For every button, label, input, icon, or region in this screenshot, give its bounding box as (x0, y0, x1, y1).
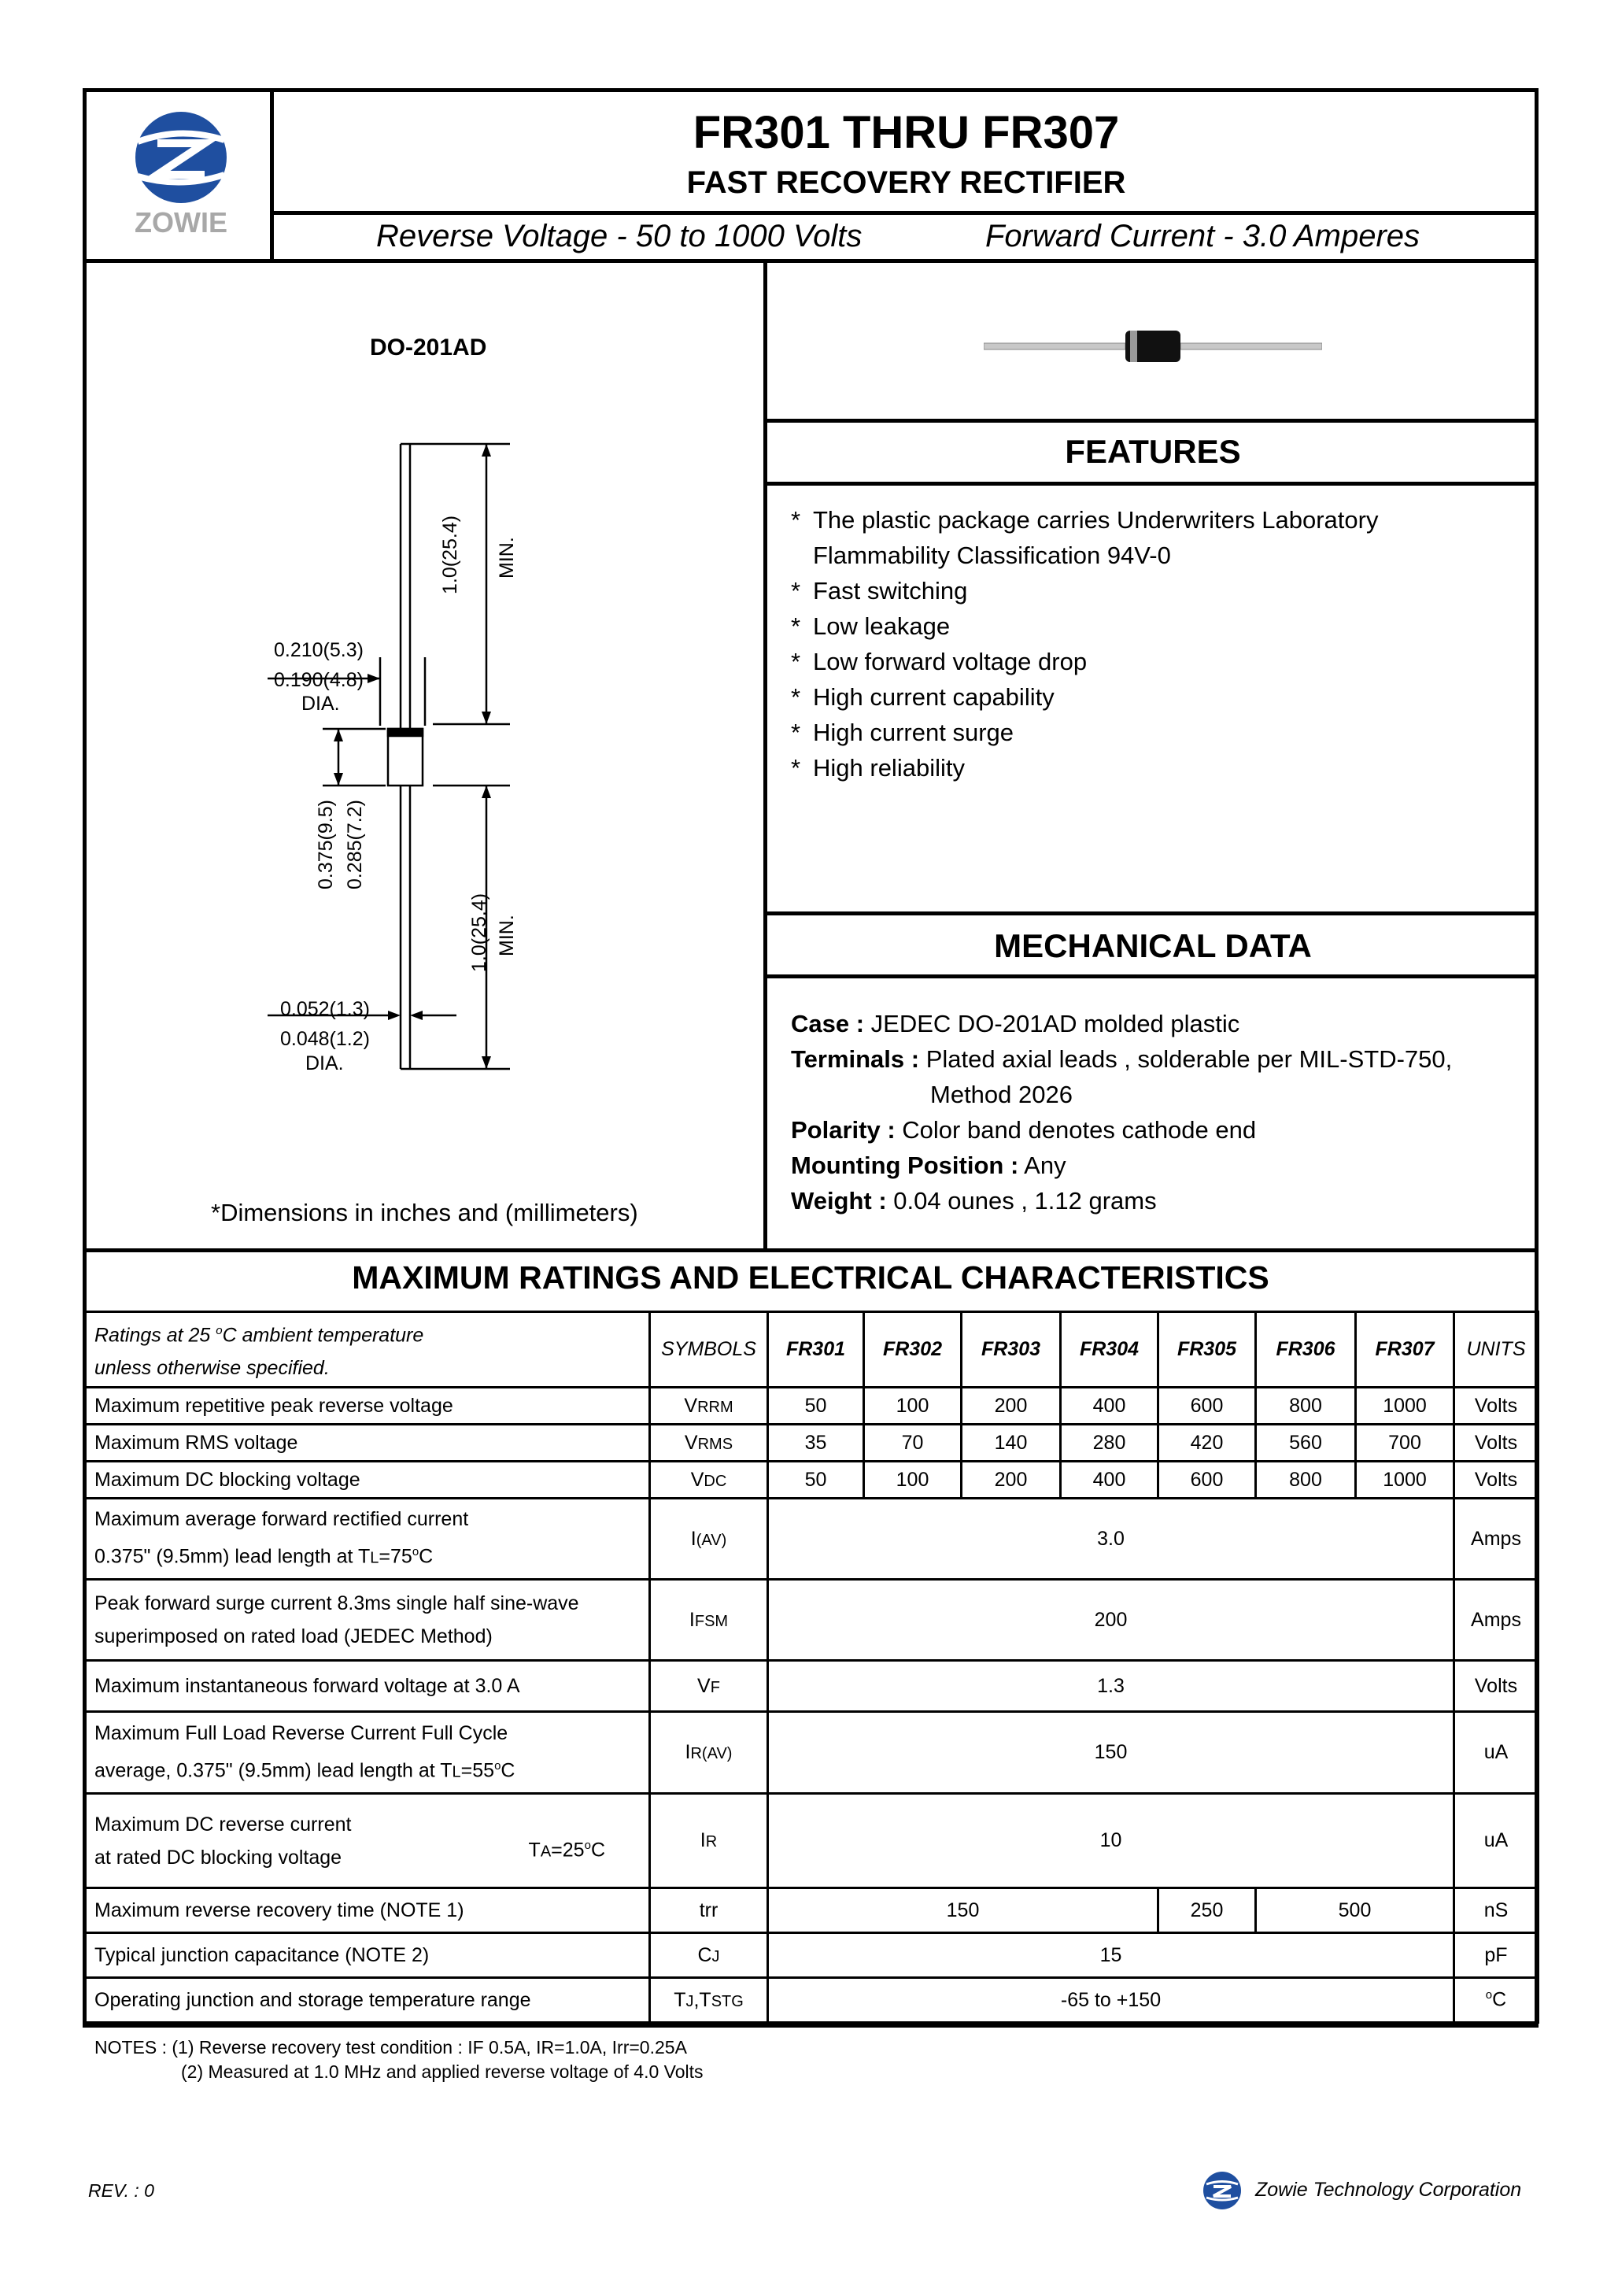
dim-body-dia-2: 0.190(4.8) (274, 669, 364, 691)
row-value: 560 (1256, 1425, 1356, 1462)
features-heading: FEATURES (1065, 433, 1241, 470)
col-units: UNITS (1454, 1312, 1539, 1388)
row-value: 1.3 (768, 1661, 1454, 1712)
table-row (86, 1425, 1539, 1462)
row-value: 35 (768, 1425, 864, 1462)
row-value: 200 (962, 1388, 1061, 1425)
row-param: Maximum average forward rectified current 0.375" (9.5mm) lead length at $TL=75^oC$ (86, 1499, 650, 1580)
row-param: Maximum DC reverse current at rated DC blocking voltage $TA=25^oC$ (86, 1794, 650, 1888)
note-2: (2) Measured at 1.0 MHz and applied reverse voltage of 4.0 Volts (181, 2061, 704, 2082)
dim-body-dia-3: DIA. (301, 693, 340, 715)
row-value: 800 (1256, 1388, 1356, 1425)
mech-polarity: Polarity : Color band denotes cathode end (791, 1116, 1257, 1144)
photo-divider (763, 419, 1539, 423)
list-item: * Fast switching (791, 577, 968, 605)
row-param: Maximum instantaneous forward voltage at 3.0 A (86, 1661, 650, 1712)
row-symbol: VRRM (650, 1388, 768, 1425)
row-unit: Volts (1454, 1425, 1539, 1462)
row-symbol: IFSM (650, 1580, 768, 1661)
row-unit: Amps (1454, 1580, 1539, 1661)
table-row (86, 1499, 1539, 1580)
row-symbol: VF (650, 1661, 768, 1712)
row-symbol: VDC (650, 1462, 768, 1499)
package-outline-drawing (236, 425, 535, 1086)
row-value: 600 (1158, 1462, 1256, 1499)
list-item: * High current surge (791, 719, 1014, 746)
mechanical-data (791, 1006, 1531, 1218)
dim-min-bottom: MIN. (496, 915, 518, 956)
row-value: 200 (768, 1580, 1454, 1661)
table-header-row (86, 1312, 1539, 1388)
mech-terminals: Terminals : Plated axial leads , solderable per MIL-STD-750, (791, 1045, 1453, 1073)
diode-photo (984, 327, 1322, 366)
row-symbol: IR (650, 1794, 768, 1888)
page-title: FR301 THRU FR307 (693, 107, 1120, 158)
dim-lead-dia-3: DIA. (305, 1052, 344, 1074)
reverse-voltage-spec: Reverse Voltage - 50 to 1000 Volts (376, 219, 863, 253)
list-item: * Low leakage (791, 612, 951, 640)
row-value: 150 (768, 1888, 1158, 1933)
list-item: * High current capability (791, 683, 1055, 711)
row-value: 15 (768, 1933, 1454, 1978)
table-row (86, 1978, 1539, 2023)
dim-min-top: MIN. (496, 537, 518, 579)
forward-current-spec: Forward Current - 3.0 Amperes (985, 219, 1420, 253)
row-value: 280 (1061, 1425, 1158, 1462)
col-part: FR305 (1158, 1312, 1256, 1388)
row-value: 420 (1158, 1425, 1256, 1462)
row-value: 600 (1158, 1388, 1256, 1425)
company-logo-icon (1202, 2171, 1242, 2210)
row-value: 10 (768, 1794, 1454, 1888)
col-symbols: SYMBOLS (650, 1312, 768, 1388)
dim-lead-length-top: 1.0(25.4) (439, 515, 461, 594)
table-row (86, 1580, 1539, 1661)
row-value: 500 (1256, 1888, 1454, 1933)
table-row (86, 1794, 1539, 1888)
middle-vertical-divider (763, 259, 767, 1252)
row-param: Maximum RMS voltage (86, 1425, 650, 1462)
table-row (86, 1888, 1539, 1933)
col-part: FR301 (768, 1312, 864, 1388)
table-row (86, 1661, 1539, 1712)
zowie-logo (126, 110, 236, 244)
list-item: * The plastic package carries Underwriters Laboratory (791, 506, 1379, 534)
row-unit: nS (1454, 1888, 1539, 1933)
row-unit: uA (1454, 1712, 1539, 1794)
row-value: 1000 (1356, 1462, 1454, 1499)
row-param: Maximum DC blocking voltage (86, 1462, 650, 1499)
row-value: 200 (962, 1462, 1061, 1499)
row-value: 250 (1158, 1888, 1256, 1933)
features-heading-divider (763, 482, 1539, 486)
col-part: FR303 (962, 1312, 1061, 1388)
mech-mounting: Mounting Position : Any (791, 1152, 1066, 1179)
ir-condition: $TA=25^oC$ (528, 1839, 605, 1862)
dimensions-note: *Dimensions in inches and (millimeters) (211, 1199, 638, 1226)
dim-body-dia-1: 0.210(5.3) (274, 639, 364, 661)
row-symbol: trr (650, 1888, 768, 1933)
row-unit: Volts (1454, 1661, 1539, 1712)
row-value: 70 (864, 1425, 962, 1462)
header-title-divider (270, 211, 1539, 215)
row-value: -65 to +150 (768, 1978, 1454, 2023)
list-item: Flammability Classification 94V-0 (813, 542, 1171, 569)
ratings-table (84, 1311, 1539, 2024)
ratings-heading: MAXIMUM RATINGS AND ELECTRICAL CHARACTERISTICS (352, 1259, 1269, 1296)
row-param: Maximum Full Load Reverse Current Full Cycle average, 0.375" (9.5mm) lead length at $TL=55^oC$ (86, 1712, 650, 1794)
row-unit: pF (1454, 1933, 1539, 1978)
row-value: 700 (1356, 1425, 1454, 1462)
note-1: NOTES : (1) Reverse recovery test condition : IF 0.5A, IR=1.0A, Irr=0.25A (94, 2037, 687, 2058)
col-part: FR307 (1356, 1312, 1454, 1388)
row-value: 50 (768, 1388, 864, 1425)
mech-terminals-cont: Method 2026 (930, 1081, 1073, 1108)
row-unit: $^o$C (1454, 1978, 1539, 2023)
row-value: 140 (962, 1425, 1061, 1462)
row-value: 400 (1061, 1388, 1158, 1425)
features-list (791, 502, 1499, 786)
row-value: 400 (1061, 1462, 1158, 1499)
row-value: 100 (864, 1388, 962, 1425)
row-unit: Amps (1454, 1499, 1539, 1580)
mechanical-heading: MECHANICAL DATA (994, 927, 1312, 964)
company-name: Zowie Technology Corporation (1255, 2179, 1522, 2201)
package-name: DO-201AD (370, 335, 487, 360)
dim-body-len-1: 0.375(9.5) (315, 800, 337, 889)
dim-lead-length-bottom: 1.0(25.4) (468, 893, 490, 972)
row-value: 800 (1256, 1462, 1356, 1499)
row-param: Maximum reverse recovery time (NOTE 1) (86, 1888, 650, 1933)
row-symbol: I(AV) (650, 1499, 768, 1580)
dim-lead-dia-1: 0.052(1.3) (280, 998, 370, 1020)
row-unit: Volts (1454, 1462, 1539, 1499)
table-row (86, 1933, 1539, 1978)
conditions-cell: Ratings at 25 $^o$C ambient temperature unless otherwise specified. (86, 1312, 650, 1388)
table-row (86, 1462, 1539, 1499)
col-part: FR302 (864, 1312, 962, 1388)
row-param: Maximum repetitive peak reverse voltage (86, 1388, 650, 1425)
row-unit: uA (1454, 1794, 1539, 1888)
row-symbol: CJ (650, 1933, 768, 1978)
table-row (86, 1388, 1539, 1425)
row-value: 150 (768, 1712, 1454, 1794)
mechanical-top-divider (763, 911, 1539, 915)
row-unit: Volts (1454, 1388, 1539, 1425)
row-param: Operating junction and storage temperature range (86, 1978, 650, 2023)
row-value: 3.0 (768, 1499, 1454, 1580)
col-part: FR306 (1256, 1312, 1356, 1388)
page-subtitle: FAST RECOVERY RECTIFIER (686, 165, 1126, 200)
row-value: 1000 (1356, 1388, 1454, 1425)
row-value: 100 (864, 1462, 962, 1499)
mechanical-heading-divider (763, 974, 1539, 978)
row-param: Peak forward surge current 8.3ms single half sine-wave superimposed on rated load (JEDEC Method) (86, 1580, 650, 1661)
row-param: Typical junction capacitance (NOTE 2) (86, 1933, 650, 1978)
mech-weight: Weight : 0.04 ounes , 1.12 grams (791, 1187, 1157, 1215)
row-value: 50 (768, 1462, 864, 1499)
dim-body-len-2: 0.285(7.2) (344, 800, 366, 889)
row-symbol: TJ,TSTG (650, 1978, 768, 2023)
col-part: FR304 (1061, 1312, 1158, 1388)
row-symbol: IR(AV) (650, 1712, 768, 1794)
revision-label: REV. : 0 (88, 2180, 154, 2201)
dim-lead-dia-2: 0.048(1.2) (280, 1028, 370, 1050)
list-item: * Low forward voltage drop (791, 648, 1088, 675)
logo-text: ZOWIE (135, 206, 227, 238)
row-symbol: VRMS (650, 1425, 768, 1462)
table-row (86, 1712, 1539, 1794)
mech-case: Case : JEDEC DO-201AD molded plastic (791, 1010, 1240, 1037)
list-item: * High reliability (791, 754, 965, 782)
